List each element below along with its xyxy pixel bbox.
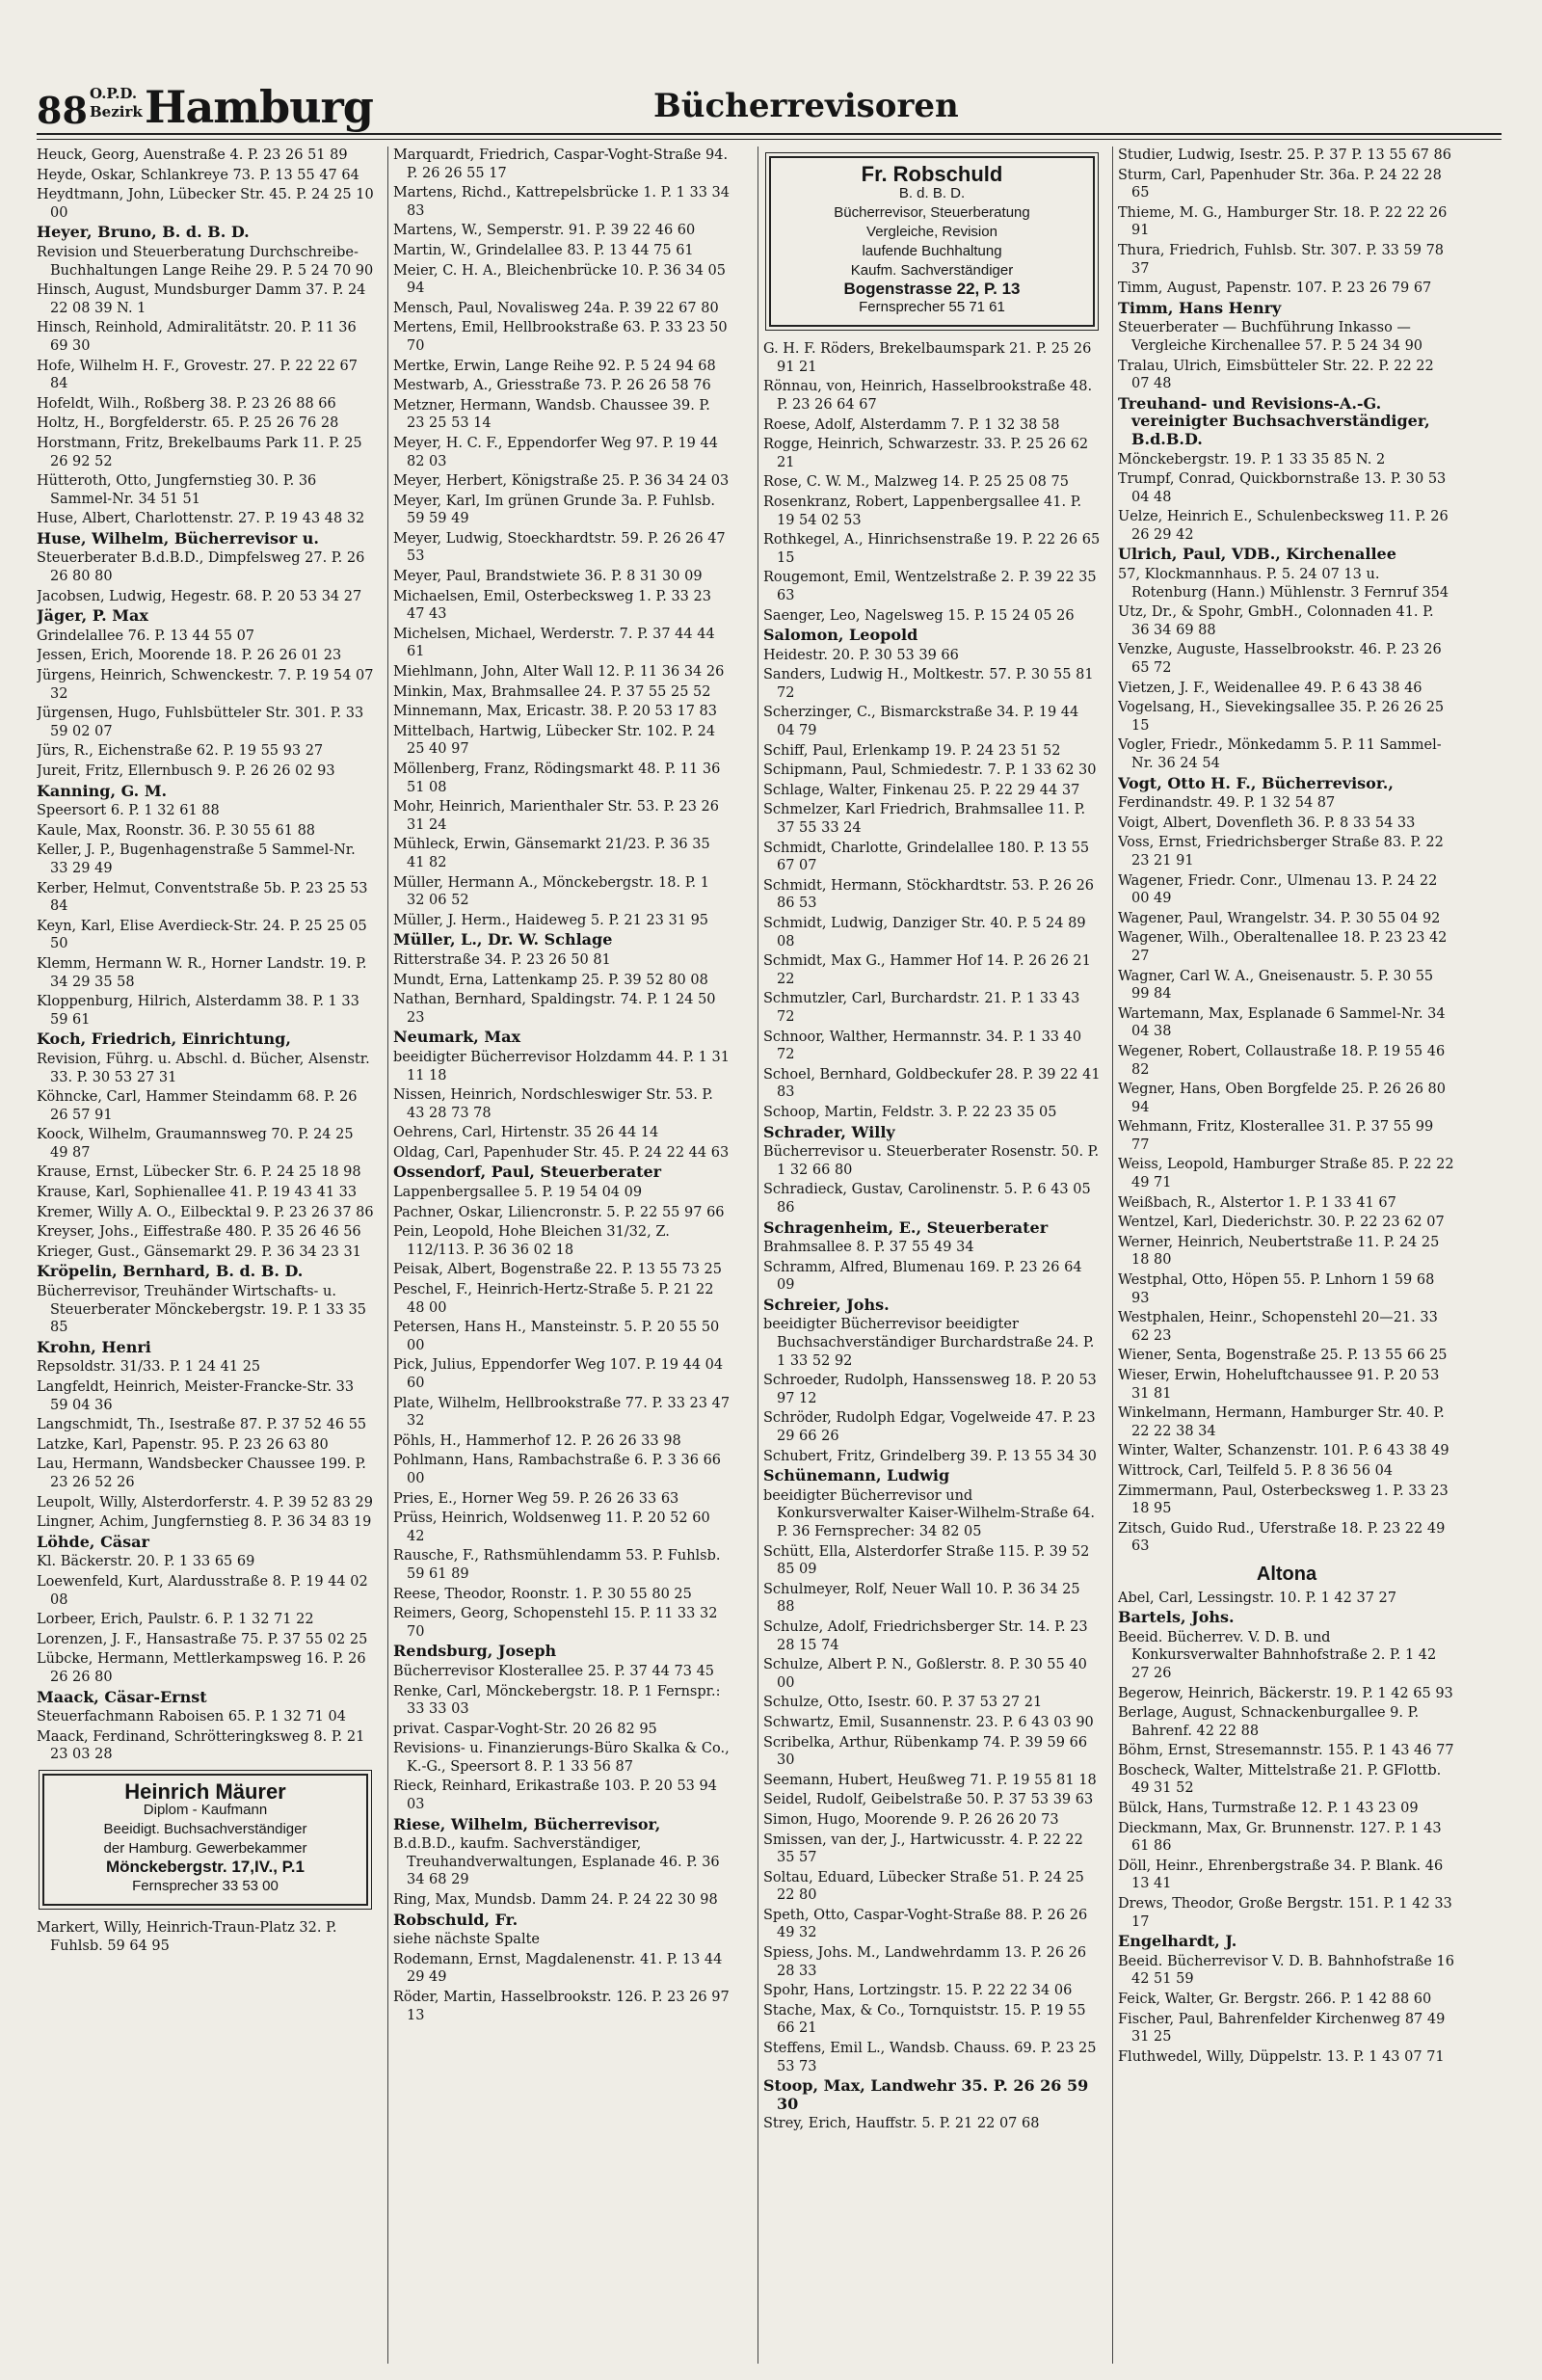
directory-entry: Dieckmann, Max, Gr. Brunnenstr. 127. P. 1 43 61 86: [1118, 1820, 1442, 1855]
directory-entry: Schulze, Otto, Isestr. 60. P. 37 53 27 21: [763, 1695, 1043, 1711]
directory-entry: Schroeder, Rudolph, Hanssensweg 18. P. 20 53 97 12: [763, 1373, 1097, 1406]
directory-entry: Wentzel, Karl, Diederichstr. 30. P. 22 23 62 07: [1118, 1215, 1445, 1231]
directory-entry: Müller, Hermann A., Mönckebergstr. 18. P. 1 32 06 52: [393, 874, 709, 909]
directory-entry: Repsoldstr. 31/33. P. 1 24 41 25: [37, 1359, 261, 1376]
directory-entry: Begerow, Heinrich, Bäckerstr. 19. P. 1 42 65 93: [1118, 1685, 1453, 1701]
directory-entry: Möllenberg, Franz, Rödingsmarkt 48. P. 11 36 51 08: [393, 762, 721, 795]
directory-entry: Spiess, Johs. M., Landwehrdamm 13. P. 26 26 28 33: [763, 1945, 1087, 1979]
directory-entry: Abel, Carl, Lessingstr. 10. P. 1 42 37 27: [1118, 1590, 1397, 1606]
directory-entry: Schulze, Albert P. N., Goßlerstr. 8. P. 30 55 40 00: [763, 1657, 1087, 1691]
directory-entry: Pries, E., Horner Weg 59. P. 26 26 33 63: [393, 1490, 679, 1507]
directory-entry: Köhncke, Carl, Hammer Steindamm 68. P. 26 26 57 91: [37, 1089, 358, 1123]
directory-entry: B.d.B.D., kaufm. Sachverständiger, Treuhandverwaltungen, Esplanade 46. P. 36 34 68 29: [393, 1836, 720, 1888]
directory-entry: Trumpf, Conrad, Quickbornstraße 13. P. 30 53 04 48: [1118, 471, 1447, 505]
directory-entry: Lübcke, Hermann, Mettlerkampsweg 16. P. 26 26 26 80: [37, 1651, 366, 1685]
directory-entry: Rose, C. W. M., Malzweg 14. P. 25 25 08 75: [763, 474, 1069, 491]
directory-entry: Bücherrevisor Klosterallee 25. P. 37 44 73 45: [393, 1663, 715, 1679]
directory-column-2: [393, 147, 731, 2364]
directory-entry: Stache, Max, & Co., Tornquiststr. 15. P. 19 55 66 21: [763, 2002, 1086, 2037]
directory-entry: Scribelka, Arthur, Rübenkamp 74. P. 39 59 66 30: [763, 1734, 1088, 1769]
directory-entry-name: Rendsburg, Joseph: [393, 1642, 557, 1661]
ad-line: Beeidigt. Buchsachverständiger: [103, 1821, 307, 1838]
directory-entry: privat. Caspar-Voght-Str. 20 26 82 95: [393, 1721, 657, 1737]
directory-entry: Mundt, Erna, Lattenkamp 25. P. 39 52 80 08: [393, 972, 708, 988]
directory-entry: beeidigter Bücherrevisor und Konkursverwalter Kaiser-Wilhelm-Straße 64. P. 36 Fernsprecher: 34 82 05: [763, 1487, 1095, 1539]
directory-entry: Steuerberater — Buchführung Inkasso — Vergleiche Kirchenallee 57. P. 5 24 34 90: [1118, 320, 1423, 354]
directory-entry-name: Ulrich, Paul, VDB., Kirchenallee: [1118, 545, 1396, 564]
directory-entry: Loewenfeld, Kurt, Alardusstraße 8. P. 19 44 02 08: [37, 1573, 368, 1608]
directory-column-3: [763, 147, 1101, 2364]
directory-entry: Hofe, Wilhelm H. F., Grovestr. 27. P. 22 22 67 84: [37, 358, 358, 392]
directory-entry: Kl. Bäckerstr. 20. P. 1 33 65 69: [37, 1554, 255, 1570]
directory-entry-name: Stoop, Max, Landwehr 35. P. 26 26 59 30: [763, 2076, 1089, 2113]
directory-entry: 57, Klockmannhaus. P. 5. 24 07 13 u. Rotenburg (Hann.) Mühlenstr. 3 Fernruf 354: [1118, 567, 1449, 601]
directory-entry: Westphal, Otto, Höpen 55. P. Lnhorn 1 59 68 93: [1118, 1272, 1435, 1306]
directory-entry-name: Koch, Friedrich, Einrichtung,: [37, 1030, 291, 1049]
directory-entry: Studier, Ludwig, Isestr. 25. P. 37 P. 13 55 67 86: [1118, 147, 1451, 163]
directory-entry: Langfeldt, Heinrich, Meister-Francke-Str. 33 59 04 36: [37, 1379, 355, 1413]
directory-entry-name: Engelhardt, J.: [1118, 1932, 1237, 1951]
bezirk-label: O.P.D. Bezirk: [90, 85, 143, 120]
ad-address: Mönckebergstr. 17,IV., P.1: [105, 1858, 305, 1877]
ad-phone: Fernsprecher 55 71 61: [859, 299, 1005, 316]
directory-entry: Wegner, Hans, Oben Borgfelde 25. P. 26 26 80 94: [1118, 1082, 1446, 1115]
directory-entry: Rönnau, von, Heinrich, Hasselbrookstraße 48. P. 23 26 64 67: [763, 379, 1093, 413]
ad-line: Bücherrevisor, Steuerberatung: [834, 203, 1030, 221]
directory-entry-name: Neumark, Max: [393, 1028, 521, 1047]
directory-entry: Mönckebergstr. 19. P. 1 33 35 85 N. 2: [1118, 451, 1386, 468]
directory-entry: Schiff, Paul, Erlenkamp 19. P. 24 23 51 52: [763, 742, 1061, 759]
directory-column-1: [37, 147, 374, 2364]
directory-entry: Vietzen, J. F., Weidenallee 49. P. 6 43 38 46: [1118, 680, 1422, 696]
directory-entry-name: Salomon, Leopold: [763, 626, 918, 645]
directory-entry: Pachner, Oskar, Liliencronstr. 5. P. 22 55 97 66: [393, 1204, 725, 1220]
directory-entry: Schmidt, Ludwig, Danziger Str. 40. P. 5 24 89 08: [763, 916, 1086, 949]
directory-entry: Bülck, Hans, Turmstraße 12. P. 1 43 23 09: [1118, 1801, 1419, 1817]
directory-entry-name: Ossendorf, Paul, Steuerberater: [393, 1163, 662, 1182]
directory-entry: Ferdinandstr. 49. P. 1 32 54 87: [1118, 795, 1336, 812]
directory-entry: Keyn, Karl, Elise Averdieck-Str. 24. P. 25 25 05 50: [37, 918, 367, 952]
directory-entry: Heydtmann, John, Lübecker Str. 45. P. 24 25 10 00: [37, 187, 374, 221]
directory-entry: Voss, Ernst, Friedrichsberger Straße 83. P. 22 23 21 91: [1118, 835, 1444, 869]
directory-entry: Keller, J. P., Bugenhagenstraße 5 Sammel-Nr. 33 29 49: [37, 842, 356, 876]
directory-entry: Revision, Führg. u. Abschl. d. Bücher, Alsenstr. 33. P. 30 53 27 31: [37, 1051, 370, 1085]
directory-entry: Hinsch, Reinhold, Admiralitätstr. 20. P. 11 36 69 30: [37, 320, 357, 354]
directory-entry: Heuck, Georg, Auenstraße 4. P. 23 26 51 89: [37, 147, 348, 163]
directory-entry: Schmelzer, Karl Friedrich, Brahmsallee 11. P. 37 55 33 24: [763, 802, 1086, 837]
directory-entry: Meyer, Ludwig, Stoeckhardtstr. 59. P. 26 26 47 53: [393, 530, 726, 565]
directory-entry-name: Schreier, Johs.: [763, 1295, 890, 1314]
directory-entry: Schmutzler, Carl, Burchardstr. 21. P. 1 33 43 72: [763, 991, 1080, 1025]
directory-entry: Ritterstraße 34. P. 23 26 50 81: [393, 951, 611, 968]
ad-phone: Fernsprecher 33 53 00: [132, 1878, 279, 1895]
directory-entry: Peschel, F., Heinrich-Hertz-Straße 5. P. 21 22 48 00: [393, 1282, 714, 1316]
directory-entry: Pick, Julius, Eppendorfer Weg 107. P. 19 44 04 60: [393, 1357, 724, 1391]
directory-entry: Wehmann, Fritz, Klosterallee 31. P. 37 55 99 77: [1118, 1119, 1434, 1153]
directory-entry: Markert, Willy, Heinrich-Traun-Platz 32. P. Fuhlsb. 59 64 95: [37, 1920, 337, 1954]
directory-entry: Wagener, Friedr. Conr., Ulmenau 13. P. 24 22 00 49: [1118, 872, 1438, 907]
directory-entry: Lingner, Achim, Jungfernstieg 8. P. 36 34 83 19: [37, 1514, 372, 1531]
directory-entry: Lorenzen, J. F., Hansastraße 75. P. 37 55 02 25: [37, 1631, 368, 1647]
directory-entry: Spohr, Hans, Lortzingstr. 15. P. 22 22 34 06: [763, 1983, 1073, 1999]
directory-entry: Weißbach, R., Alstertor 1. P. 1 33 41 67: [1118, 1194, 1396, 1211]
directory-entry: Schoop, Martin, Feldstr. 3. P. 22 23 35 05: [763, 1104, 1057, 1120]
directory-entry: Wegener, Robert, Collaustraße 18. P. 19 55 46 82: [1118, 1043, 1446, 1078]
directory-entry: Werner, Heinrich, Neubertstraße 11. P. 24 25 18 80: [1118, 1234, 1440, 1269]
directory-entry: Rausche, F., Rathsmühlendamm 53. P. Fuhlsb. 59 61 89: [393, 1548, 721, 1582]
directory-entry: Krause, Ernst, Lübecker Str. 6. P. 24 25 18 98: [37, 1164, 361, 1181]
directory-entry: Zimmermann, Paul, Osterbecksweg 1. P. 33 23 18 95: [1118, 1483, 1449, 1517]
directory-entry: Weiss, Leopold, Hamburger Straße 85. P. 22 22 49 71: [1118, 1157, 1454, 1191]
directory-entry: Böhm, Ernst, Stresemannstr. 155. P. 1 43 46 77: [1118, 1743, 1454, 1759]
directory-entry: Wittrock, Carl, Teilfeld 5. P. 8 36 56 04: [1118, 1462, 1394, 1479]
directory-entry: Rodemann, Ernst, Magdalenenstr. 41. P. 13 44 29 49: [393, 1951, 723, 1986]
directory-entry: Martens, Richd., Kattrepelsbrücke 1. P. 1 33 34 83: [393, 185, 731, 219]
directory-entry: Reimers, Georg, Schopenstehl 15. P. 11 33 32 70: [393, 1606, 718, 1640]
directory-entry: Soltau, Eduard, Lübecker Straße 51. P. 24 25 22 80: [763, 1869, 1084, 1904]
directory-entry: Mestwarb, A., Griesstraße 73. P. 26 26 58 76: [393, 378, 711, 394]
directory-entry: Wagener, Paul, Wrangelstr. 34. P. 30 55 04 92: [1118, 910, 1441, 926]
directory-entry: Kerber, Helmut, Conventstraße 5b. P. 23 25 53 84: [37, 880, 368, 915]
directory-entry: Jureit, Fritz, Ellernbusch 9. P. 26 26 02 93: [37, 763, 335, 779]
directory-entry: Martin, W., Grindelallee 83. P. 13 44 75 61: [393, 242, 694, 258]
directory-column-4: [1118, 147, 1455, 2364]
directory-entry: Voigt, Albert, Dovenfleth 36. P. 8 33 54 33: [1118, 815, 1416, 831]
directory-entry: Seemann, Hubert, Heußweg 71. P. 19 55 81 18: [763, 1772, 1097, 1788]
page-number: 88: [37, 89, 88, 132]
city-title: Hamburg: [145, 81, 373, 133]
directory-entry: Mensch, Paul, Novalisweg 24a. P. 39 22 67 80: [393, 300, 719, 316]
directory-entry: Miehlmann, John, Alter Wall 12. P. 11 36 34 26: [393, 664, 725, 681]
directory-entry: Bücherrevisor u. Steuerberater Rosenstr. 50. P. 1 32 66 80: [763, 1144, 1100, 1178]
directory-entry: Nissen, Heinrich, Nordschleswiger Str. 53. P. 43 28 73 78: [393, 1087, 713, 1121]
directory-entry: Schulze, Adolf, Friedrichsberger Str. 14. P. 23 28 15 74: [763, 1618, 1088, 1653]
directory-entry: Prüss, Heinrich, Woldsenweg 11. P. 20 52 60 42: [393, 1511, 710, 1544]
directory-entry: Vogler, Friedr., Mönkedamm 5. P. 11 Sammel-Nr. 36 24 54: [1118, 737, 1442, 771]
directory-entry: Horstmann, Fritz, Brekelbaums Park 11. P. 25 26 92 52: [37, 435, 362, 469]
directory-entry: Uelze, Heinrich E., Schulenbecksweg 11. P. 26 26 29 42: [1118, 509, 1449, 543]
directory-entry: siehe nächste Spalte: [393, 1932, 540, 1948]
directory-entry: Müller, J. Herm., Haideweg 5. P. 21 23 31 95: [393, 912, 709, 928]
directory-entry-name: Treuhand- und Revisions-A.-G. vereinigter Buchsachverständiger, B.d.B.D.: [1118, 393, 1430, 448]
directory-entry: Mühleck, Erwin, Gänsemarkt 21/23. P. 36 35 41 82: [393, 837, 710, 870]
directory-entry: Oehrens, Carl, Hirtenstr. 35 26 44 14: [393, 1125, 659, 1141]
directory-entry: Rieck, Reinhard, Erikastraße 103. P. 20 53 94 03: [393, 1778, 717, 1813]
directory-entry: Lappenbergsallee 5. P. 19 54 04 09: [393, 1185, 643, 1201]
directory-entry: Boscheck, Walter, Mittelstraße 21. P. GFlottb. 49 31 52: [1118, 1762, 1442, 1797]
directory-entry: Schradieck, Gustav, Carolinenstr. 5. P. 6 43 05 86: [763, 1182, 1091, 1216]
directory-entry: Kloppenburg, Hilrich, Alsterdamm 38. P. 1 33 59 61: [37, 994, 359, 1028]
directory-entry-name: Huse, Wilhelm, Bücherrevisor u.: [37, 528, 319, 548]
directory-entry-name: Krohn, Henri: [37, 1337, 151, 1356]
directory-entry: Meyer, Herbert, Königstraße 25. P. 36 34 24 03: [393, 473, 730, 490]
directory-entry: Mertke, Erwin, Lange Reihe 92. P. 5 24 94 68: [393, 358, 716, 374]
directory-entry: Döll, Heinr., Ehrenbergstraße 34. P. Blank. 46 13 41: [1118, 1858, 1444, 1892]
directory-entry: Schulmeyer, Rolf, Neuer Wall 10. P. 36 34 25 88: [763, 1581, 1080, 1616]
column-divider: [1112, 147, 1113, 2364]
directory-entry: Speth, Otto, Caspar-Voght-Straße 88. P. 26 26 49 32: [763, 1907, 1088, 1941]
directory-entry: Sanders, Ludwig H., Moltkestr. 57. P. 30 55 81 72: [763, 667, 1094, 701]
advertisement-box: [42, 1774, 368, 1906]
directory-entry: Plate, Wilhelm, Hellbrookstraße 77. P. 33 23 47 32: [393, 1395, 731, 1430]
directory-entry: Martens, W., Semperstr. 91. P. 39 22 46 60: [393, 223, 696, 239]
ad-line: der Hamburg. Gewerbekammer: [103, 1840, 307, 1858]
directory-entry: Saenger, Leo, Nagelsweg 15. P. 15 24 05 26: [763, 607, 1075, 624]
directory-entry: Krieger, Gust., Gänsemarkt 29. P. 36 34 23 31: [37, 1243, 361, 1260]
directory-entry: Renke, Carl, Mönckebergstr. 18. P. 1 Fernspr.: 33 33 03: [393, 1683, 721, 1718]
directory-entry: Wagner, Carl W. A., Gneisenaustr. 5. P. 30 55 99 84: [1118, 968, 1434, 1003]
directory-entry: Maack, Ferdinand, Schrötteringksweg 8. P. 21 23 03 28: [37, 1728, 365, 1763]
directory-entry: Metzner, Hermann, Wandsb. Chaussee 39. P. 23 25 53 14: [393, 397, 710, 432]
column-divider: [387, 147, 388, 2364]
directory-entry: Pöhls, H., Hammerhof 12. P. 26 26 33 98: [393, 1432, 681, 1449]
directory-entry: Heidestr. 20. P. 30 53 39 66: [763, 647, 959, 663]
directory-entry: G. H. F. Röders, Brekelbaumspark 21. P. 25 26 91 21: [763, 341, 1092, 375]
directory-entry: Schröder, Rudolph Edgar, Vogelweide 47. P. 23 29 66 26: [763, 1410, 1096, 1445]
directory-entry: Venzke, Auguste, Hasselbrookstr. 46. P. 23 26 65 72: [1118, 642, 1442, 677]
directory-entry-name: Robschuld, Fr.: [393, 1910, 518, 1929]
directory-entry: Hinsch, August, Mundsburger Damm 37. P. 24 22 08 39 N. 1: [37, 282, 366, 316]
section-title: Bücherrevisoren: [653, 87, 959, 125]
directory-entry: Minnemann, Max, Ericastr. 38. P. 20 53 17 83: [393, 704, 717, 720]
ad-line: Diplom - Kaufmann: [143, 1802, 268, 1819]
directory-entry: Beeid. Bücherrev. V. D. B. und Konkursverwalter Bahnhofstraße 2. P. 1 42 27 26: [1118, 1629, 1437, 1681]
directory-entry: Rosenkranz, Robert, Lappenbergsallee 41. P. 19 54 02 53: [763, 494, 1082, 528]
directory-entry: Seidel, Rudolf, Geibelstraße 50. P. 37 53 39 63: [763, 1792, 1094, 1808]
directory-entry: Vogelsang, H., Sievekingsallee 35. P. 26 26 25 15: [1118, 700, 1445, 734]
directory-entry: Kreyser, Johs., Eiffestraße 480. P. 35 26 46 56: [37, 1224, 361, 1241]
directory-entry: Steuerberater B.d.B.D., Dimpfelsweg 27. P. 26 26 80 80: [37, 550, 365, 585]
directory-entry: Schütt, Ella, Alsterdorfer Straße 115. P. 39 52 85 09: [763, 1543, 1090, 1578]
directory-entry: Peisak, Albert, Bogenstraße 22. P. 13 55 73 25: [393, 1262, 723, 1278]
directory-entry: Meyer, Paul, Brandstwiete 36. P. 8 31 30 09: [393, 569, 703, 585]
directory-entry: Pein, Leopold, Hohe Bleichen 31/32, Z. 112/113. P. 36 36 02 18: [393, 1224, 670, 1258]
ad-firm-name: Fr. Robschuld: [861, 162, 1003, 186]
directory-entry: Meyer, Karl, Im grünen Grunde 3a. P. Fuhlsb. 59 59 49: [393, 493, 716, 527]
directory-entry: Strey, Erich, Hauffstr. 5. P. 21 22 07 68: [763, 2116, 1040, 2132]
directory-entry: beeidigter Bücherrevisor beeidigter Buchsachverständiger Burchardstraße 24. P. 1 33 52 92: [763, 1317, 1095, 1369]
directory-entry: Schlage, Walter, Finkenau 25. P. 22 29 44 37: [763, 782, 1080, 798]
directory-entry: Thieme, M. G., Hamburger Str. 18. P. 22 22 26 91: [1118, 204, 1448, 239]
directory-entry-name: Schrader, Willy: [763, 1122, 895, 1141]
directory-entry: Speersort 6. P. 1 32 61 88: [37, 803, 220, 819]
directory-entry: Schwartz, Emil, Susannenstr. 23. P. 6 43 03 90: [763, 1714, 1094, 1730]
subsection-heading: Altona: [1256, 1563, 1317, 1585]
directory-entry-name: Bartels, Johs.: [1118, 1608, 1235, 1627]
header-rule: [37, 133, 1502, 135]
directory-entry-name: Schragenheim, E., Steuerberater: [763, 1217, 1049, 1237]
directory-entry: Steffens, Emil L., Wandsb. Chauss. 69. P. 23 25 53 73: [763, 2041, 1097, 2074]
directory-entry: Heyde, Oskar, Schlankreye 73. P. 13 55 47 64: [37, 167, 359, 183]
directory-entry: Fischer, Paul, Bahrenfelder Kirchenweg 87 49 31 25: [1118, 2011, 1446, 2046]
directory-entry-name: Kröpelin, Bernhard, B. d. B. D.: [37, 1262, 304, 1281]
ad-line: B. d. B. D.: [898, 184, 966, 201]
page-header: [37, 75, 1502, 141]
directory-entry: Meyer, H. C. F., Eppendorfer Weg 97. P. 19 44 82 03: [393, 435, 718, 469]
directory-entry: Tralau, Ulrich, Eimsbütteler Str. 22. P. 22 22 07 48: [1118, 358, 1434, 392]
directory-entry: Westphalen, Heinr., Schopenstehl 20—21. 33 62 23: [1118, 1310, 1438, 1344]
directory-entry: Rougemont, Emil, Wentzelstraße 2. P. 39 22 35 63: [763, 570, 1097, 603]
directory-entry: Krause, Karl, Sophienallee 41. P. 19 43 41 33: [37, 1185, 358, 1201]
directory-entry: Winkelmann, Hermann, Hamburger Str. 40. P. 22 22 38 34: [1118, 1405, 1445, 1439]
directory-entry: Berlage, August, Schnackenburgallee 9. P. Bahrenf. 42 22 88: [1118, 1705, 1420, 1739]
directory-entry: Michaelsen, Emil, Osterbecksweg 1. P. 33 23 47 43: [393, 588, 711, 623]
ad-address: Bogenstrasse 22, P. 13: [843, 279, 1021, 298]
directory-entry: Revision und Steuerberatung Durchschreibe-Buchhaltungen Lange Reihe 29. P. 5 24 70 90: [37, 244, 374, 279]
directory-entry: Jessen, Erich, Moorende 18. P. 26 26 01 23: [37, 648, 342, 664]
ad-line: laufende Buchhaltung: [862, 242, 1002, 259]
directory-entry: Reese, Theodor, Roonstr. 1. P. 30 55 80 25: [393, 1586, 692, 1602]
directory-entry: Jacobsen, Ludwig, Hegestr. 68. P. 20 53 34 27: [37, 588, 362, 604]
directory-entry: Petersen, Hans H., Mansteinstr. 5. P. 20 55 50 00: [393, 1320, 720, 1353]
ad-line: Vergleiche, Revision: [866, 223, 997, 240]
directory-entry: Schoel, Bernhard, Goldbeckufer 28. P. 39 22 41 83: [763, 1066, 1101, 1101]
directory-entry: Jürgens, Heinrich, Schwenckestr. 7. P. 19 54 07 32: [37, 668, 374, 702]
directory-entry-name: Maack, Cäsar-Ernst: [37, 1687, 207, 1706]
directory-entry: Schipmann, Paul, Schmiedestr. 7. P. 1 33 62 30: [763, 762, 1097, 779]
directory-entry: Utz, Dr., & Spohr, GmbH., Colonnaden 41. P. 36 34 69 88: [1118, 604, 1434, 638]
directory-entry: Brahmsallee 8. P. 37 55 49 34: [763, 1240, 974, 1256]
directory-entry: Wagener, Wilh., Oberaltenallee 18. P. 23 23 42 27: [1118, 930, 1448, 964]
directory-entry: Roese, Adolf, Alsterdamm 7. P. 1 32 38 58: [763, 416, 1060, 433]
directory-entry-name: Löhde, Cäsar: [37, 1532, 149, 1551]
ad-firm-name: Heinrich Mäurer: [124, 1778, 286, 1804]
directory-entry: beeidigter Bücherrevisor Holzdamm 44. P. 1 31 11 18: [393, 1049, 730, 1083]
directory-entry: Schnoor, Walther, Hermannstr. 34. P. 1 33 40 72: [763, 1029, 1082, 1063]
directory-entry: Röder, Martin, Hasselbrookstr. 126. P. 23 26 97 13: [393, 1990, 730, 2023]
directory-entry: Oldag, Carl, Papenhuder Str. 45. P. 24 22 44 63: [393, 1144, 730, 1161]
directory-entry: Timm, August, Papenstr. 107. P. 23 26 79 67: [1118, 281, 1432, 297]
directory-entry: Holtz, H., Borgfelderstr. 65. P. 25 26 76 28: [37, 415, 339, 432]
directory-entry: Meier, C. H. A., Bleichenbrücke 10. P. 36 34 05 94: [393, 262, 726, 297]
header-rule-thin: [37, 139, 1502, 140]
directory-entry: Minkin, Max, Brahmsallee 24. P. 37 55 25 52: [393, 683, 711, 700]
directory-entry: Fluthwedel, Willy, Düppelstr. 13. P. 1 43 07 71: [1118, 2048, 1445, 2065]
directory-entry: Lorbeer, Erich, Paulstr. 6. P. 1 32 71 22: [37, 1612, 314, 1628]
directory-entry: Langschmidt, Th., Isestraße 87. P. 37 52 46 55: [37, 1417, 367, 1433]
directory-entry: Wartemann, Max, Esplanade 6 Sammel-Nr. 34 04 38: [1118, 1005, 1446, 1040]
directory-entry: Smissen, van der, J., Hartwicusstr. 4. P. 22 22 35 57: [763, 1832, 1083, 1866]
directory-entry-name: Heyer, Bruno, B. d. B. D.: [37, 223, 250, 242]
directory-entry: Steuerfachmann Raboisen 65. P. 1 32 71 04: [37, 1709, 346, 1725]
directory-entry: Pohlmann, Hans, Rambachstraße 6. P. 3 36 66 00: [393, 1453, 722, 1486]
directory-entry-name: Schünemann, Ludwig: [763, 1466, 950, 1485]
directory-entry: Wiener, Senta, Bogenstraße 25. P. 13 55 66 25: [1118, 1348, 1448, 1364]
directory-entry: Koock, Wilhelm, Graumannsweg 70. P. 24 25 49 87: [37, 1127, 354, 1161]
directory-entry: Bücherrevisor, Treuhänder Wirtschafts- u. Steuerberater Mönckebergstr. 19. P. 1 33 35 85: [37, 1284, 366, 1336]
directory-entry: Zitsch, Guido Rud., Uferstraße 18. P. 23 22 49 63: [1118, 1520, 1446, 1555]
directory-entry: Hütteroth, Otto, Jungfernstieg 30. P. 36 Sammel-Nr. 34 51 51: [37, 473, 317, 507]
directory-entry-name: Riese, Wilhelm, Bücherrevisor,: [393, 1814, 661, 1833]
directory-entry: Leupolt, Willy, Alsterdorferstr. 4. P. 39 52 83 29: [37, 1494, 373, 1511]
directory-entry: Klemm, Hermann W. R., Horner Landstr. 19. P. 34 29 35 58: [37, 955, 367, 990]
directory-entry: Kremer, Willy A. O., Eilbecktal 9. P. 23 26 37 86: [37, 1204, 374, 1220]
directory-entry: Kaule, Max, Roonstr. 36. P. 30 55 61 88: [37, 822, 316, 839]
directory-entry: Schmidt, Hermann, Stöckhardtstr. 53. P. 26 26 86 53: [763, 877, 1095, 912]
directory-entry: Scherzinger, C., Bismarckstraße 34. P. 19 44 04 79: [763, 705, 1079, 739]
directory-entry: Thura, Friedrich, Fuhlsb. Str. 307. P. 33 59 78 37: [1118, 242, 1445, 277]
directory-entry: Feick, Walter, Gr. Bergstr. 266. P. 1 42 88 60: [1118, 1992, 1432, 2007]
directory-entry: Marquardt, Friedrich, Caspar-Voght-Straße 94. P. 26 26 55 17: [393, 147, 729, 181]
ad-line: Kaufm. Sachverständiger: [850, 261, 1014, 279]
directory-entry: Grindelallee 76. P. 13 44 55 07: [37, 628, 255, 644]
directory-entry-name: Jäger, P. Max: [37, 606, 148, 626]
directory-entry-name: Kanning, G. M.: [37, 781, 168, 800]
directory-entry: Jürs, R., Eichenstraße 62. P. 19 55 93 27: [37, 743, 324, 760]
directory-entry: Schramm, Alfred, Blumenau 169. P. 23 26 64 09: [763, 1259, 1082, 1294]
directory-entry: Latzke, Karl, Papenstr. 95. P. 23 26 63 80: [37, 1436, 329, 1453]
directory-entry: Wieser, Erwin, Hoheluftchaussee 91. P. 20 53 31 81: [1118, 1368, 1440, 1402]
directory-entry: Schubert, Fritz, Grindelberg 39. P. 13 55 34 30: [763, 1448, 1097, 1464]
directory-entry: Simon, Hugo, Moorende 9. P. 26 26 20 73: [763, 1811, 1059, 1828]
directory-entry-name: Müller, L., Dr. W. Schlage: [393, 930, 613, 949]
directory-entry: Ring, Max, Mundsb. Damm 24. P. 24 22 30 98: [393, 1892, 718, 1909]
directory-entry: Rogge, Heinrich, Schwarzestr. 33. P. 25 26 62 21: [763, 437, 1089, 470]
directory-entry: Schmidt, Charlotte, Grindelallee 180. P. 13 55 67 07: [763, 840, 1090, 874]
directory-entry: Jürgensen, Hugo, Fuhlsbütteler Str. 301. P. 33 59 02 07: [37, 706, 364, 739]
directory-entry: Huse, Albert, Charlottenstr. 27. P. 19 43 48 32: [37, 511, 365, 527]
directory-entry: Nathan, Bernhard, Spaldingstr. 74. P. 1 24 50 23: [393, 992, 716, 1026]
directory-entry: Mertens, Emil, Hellbrookstraße 63. P. 33 23 50 70: [393, 320, 728, 354]
directory-entry: Drews, Theodor, Große Bergstr. 151. P. 1 42 33 17: [1118, 1896, 1452, 1930]
directory-entry: Lau, Hermann, Wandsbecker Chaussee 199. P. 23 26 52 26: [37, 1457, 366, 1490]
directory-entry: Revisions- u. Finanzierungs-Büro Skalka & Co., K.-G., Speersort 8. P. 1 33 56 87: [393, 1741, 730, 1775]
directory-entry: Mohr, Heinrich, Marienthaler Str. 53. P. 23 26 31 24: [393, 799, 720, 833]
directory-entry: Sturm, Carl, Papenhuder Str. 36a. P. 24 22 28 65: [1118, 167, 1442, 201]
directory-entry: Hofeldt, Wilh., Roßberg 38. P. 23 26 88 66: [37, 395, 336, 412]
directory-entry-name: Timm, Hans Henry: [1118, 298, 1282, 317]
directory-entry: Schmidt, Max G., Hammer Hof 14. P. 26 26 21 22: [763, 953, 1091, 987]
directory-entry: Mittelbach, Hartwig, Lübecker Str. 102. P. 24 25 40 97: [393, 723, 716, 758]
directory-entry: Winter, Walter, Schanzenstr. 101. P. 6 43 38 49: [1118, 1443, 1449, 1459]
directory-entry: Michelsen, Michael, Werderstr. 7. P. 37 44 44 61: [393, 626, 715, 660]
directory-entry: Rothkegel, A., Hinrichsenstraße 19. P. 22 26 65 15: [763, 532, 1101, 566]
directory-entry-name: Vogt, Otto H. F., Bücherrevisor.,: [1118, 773, 1394, 792]
directory-entry: Beeid. Bücherrevisor V. D. B. Bahnhofstraße 16 42 51 59: [1118, 1953, 1454, 1988]
advertisement-box: [769, 156, 1095, 327]
